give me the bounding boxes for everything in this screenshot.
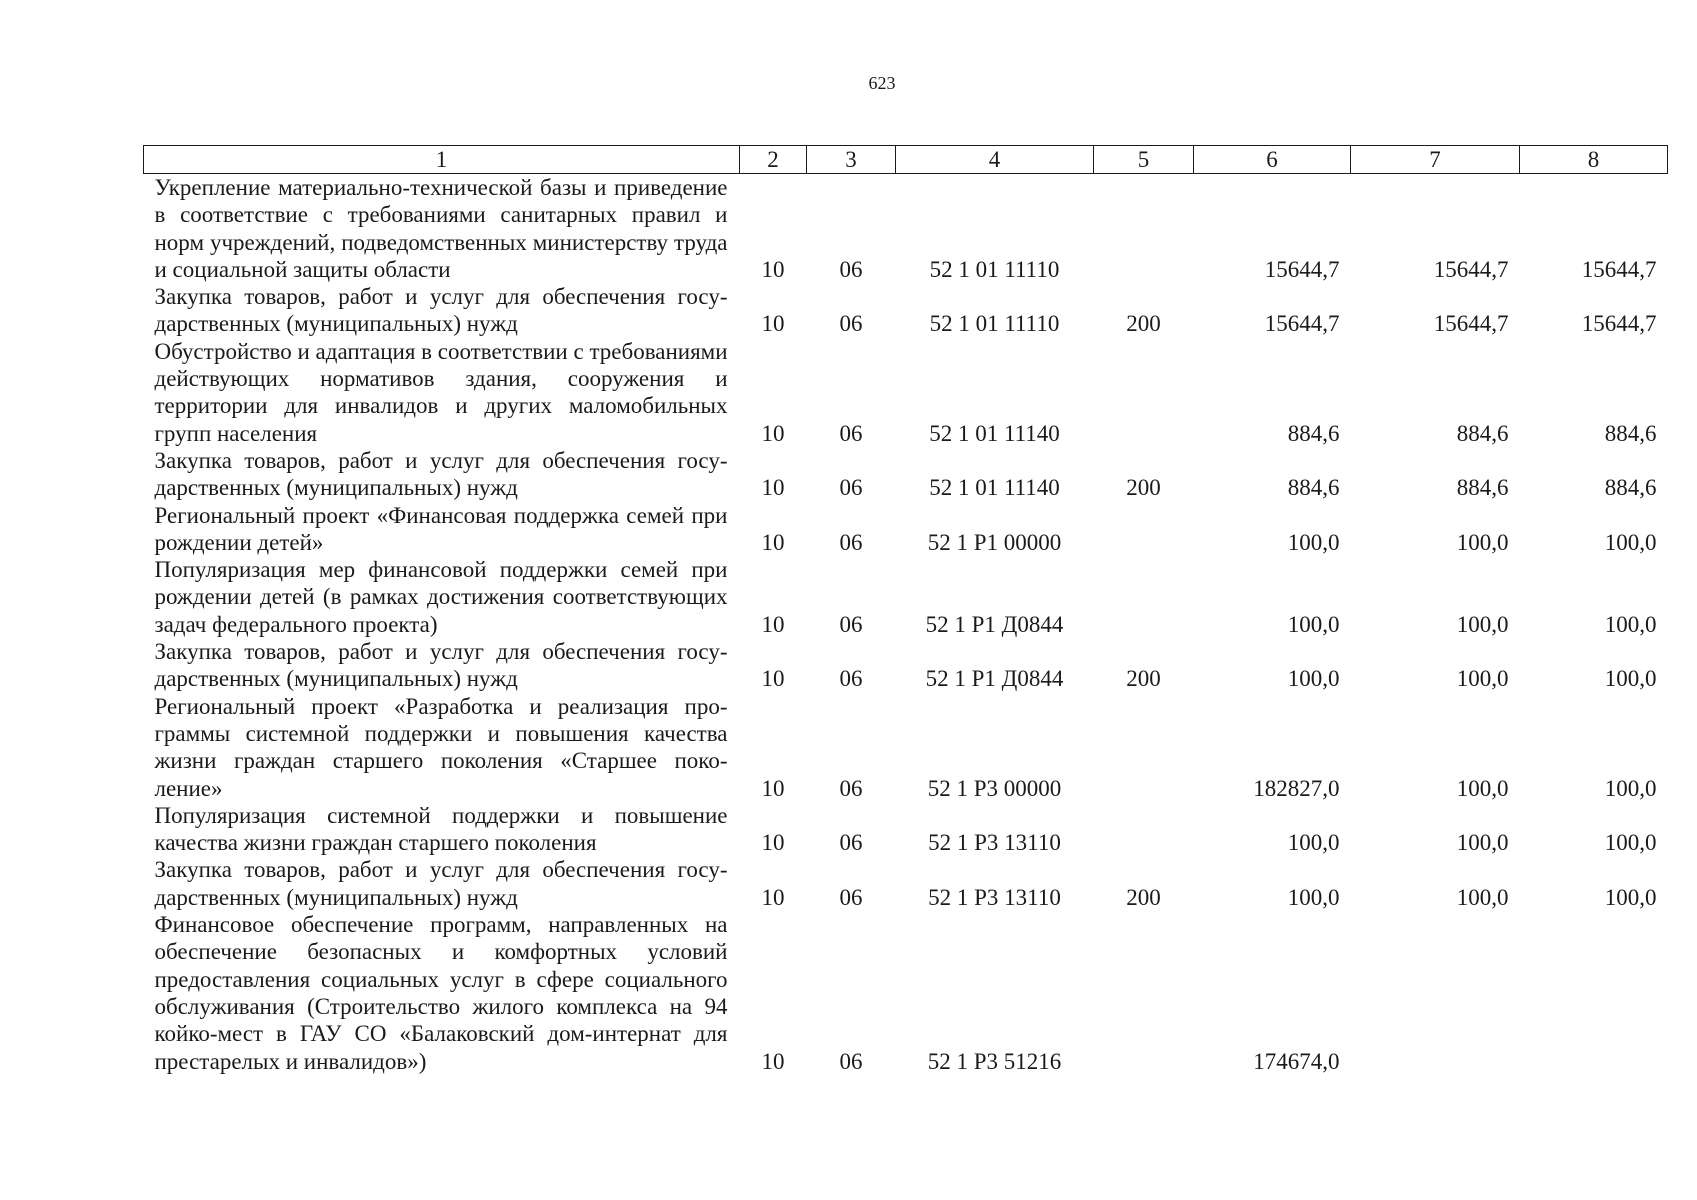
row-sum-year-3: 15644,7 [1581,311,1657,337]
row-target-code: 52 1 P3 51216 [927,1048,1062,1074]
row-subsection: 06 [839,529,863,555]
row-sum-year-1: 100,0 [1287,529,1340,555]
row-expense-type: 200 [1126,311,1161,337]
row-section: 10 [761,1048,785,1074]
column-header-5: 5 [1094,146,1194,174]
row-name: Финансовое обеспечение программ, направленных на обеспечение безопасных и комфортных условий предоставления социальных услуг в сфере социального обслуживания (Строительство жилого комплекса на 94 койко-мест в ГАУ СО «Балаковский дом-интернат для престарелых и инвалидов») [154,912,728,1074]
table-row [144,693,1668,802]
row-sum-year-2: 100,0 [1456,611,1509,637]
row-subsection: 06 [839,420,863,446]
row-expense-type [1094,802,1194,857]
row-target-code: 52 1 P1 Д0844 [925,611,1064,637]
budget-table [143,145,1668,1075]
table-row [144,802,1668,857]
row-subsection: 06 [839,611,863,637]
row-sum-year-1: 100,0 [1287,611,1340,637]
row-sum-year-1: 100,0 [1287,666,1340,692]
row-sum-year-2: 100,0 [1456,884,1509,910]
page-number: 623 [868,73,896,93]
table-row [144,638,1668,693]
row-target-code: 52 1 01 11110 [929,311,1060,337]
row-subsection: 06 [839,884,863,910]
column-header-1: 1 [144,146,740,174]
table-row [144,911,1668,1075]
row-target-code: 52 1 01 11140 [929,420,1060,446]
row-sum-year-3: 100,0 [1604,830,1657,856]
row-sum-year-2: 884,6 [1456,420,1509,446]
table-header [144,146,1668,174]
table-row [144,556,1668,638]
row-name: Популяризация мер финансовой поддержки семей при рождении детей (в рамках достижения соответствующих задач федерального проекта) [154,557,728,637]
row-sum-year-2: 15644,7 [1433,311,1509,337]
row-subsection: 06 [839,311,863,337]
row-sum-year-3: 100,0 [1604,611,1657,637]
row-target-code: 52 1 P3 00000 [927,775,1062,801]
row-section: 10 [761,420,785,446]
row-section: 10 [761,611,785,637]
row-section: 10 [761,256,785,282]
row-expense-type [1094,556,1194,638]
row-sum-year-3 [1520,911,1668,1075]
row-target-code: 52 1 P1 00000 [927,529,1062,555]
column-header-8: 8 [1520,146,1668,174]
row-sum-year-1: 100,0 [1287,884,1340,910]
row-expense-type: 200 [1126,884,1161,910]
row-sum-year-1: 182827,0 [1253,775,1340,801]
table-body [144,174,1668,1075]
row-name: Региональный проект «Разработка и реализация программы системной поддержки и повышения качества жизни граждан старшего поколения «Старшее поколение» [154,693,728,801]
row-sum-year-3: 15644,7 [1581,256,1657,282]
row-section: 10 [761,529,785,555]
row-sum-year-2: 100,0 [1456,529,1509,555]
table-row [144,338,1668,447]
row-sum-year-2 [1351,911,1520,1075]
row-target-code: 52 1 P3 13110 [928,884,1061,910]
row-section: 10 [761,311,785,337]
row-subsection: 06 [839,775,863,801]
row-expense-type [1094,174,1194,284]
row-name: Закупка товаров, работ и услуг для обеспечения государственных (муниципальных) нужд [154,857,728,910]
row-name: Закупка товаров, работ и услуг для обеспечения государственных (муниципальных) нужд [154,447,728,501]
row-sum-year-3: 100,0 [1604,884,1657,910]
row-section: 10 [761,666,785,692]
row-sum-year-2: 100,0 [1456,830,1509,856]
row-sum-year-1: 100,0 [1287,830,1340,856]
row-subsection: 06 [839,830,863,856]
table-row [144,447,1668,502]
row-target-code: 52 1 01 11140 [929,475,1060,501]
table-row [144,283,1668,338]
row-name: Обустройство и адаптация в соответствии с требованиями действующих нормативов здания, сооружения и территории для инвалидов и других маломобильных групп населения [154,338,728,446]
row-section: 10 [761,884,785,910]
row-section: 10 [761,475,785,501]
row-sum-year-2: 100,0 [1456,775,1509,801]
row-expense-type: 200 [1126,666,1161,692]
row-name: Укрепление материально-технической базы и приведение в соответствие с требованиями санитарных правил и норм учреждений, подведомственных министерству труда и социальной защиты области [154,175,728,282]
row-expense-type: 200 [1126,475,1161,501]
row-sum-year-2: 15644,7 [1433,256,1509,282]
row-sum-year-3: 100,0 [1604,775,1657,801]
row-sum-year-3: 100,0 [1604,666,1657,692]
row-sum-year-1: 884,6 [1287,475,1340,501]
row-target-code: 52 1 01 11110 [929,256,1060,282]
row-expense-type [1094,693,1194,802]
column-header-6: 6 [1194,146,1351,174]
row-sum-year-1: 15644,7 [1264,311,1340,337]
row-sum-year-1: 174674,0 [1253,1048,1340,1074]
header-row [144,146,1668,174]
row-name: Закупка товаров, работ и услуг для обеспечения государственных (муниципальных) нужд [154,284,728,337]
row-section: 10 [761,775,785,801]
row-name: Популяризация системной поддержки и повышение качества жизни граждан старшего поколения [154,802,728,856]
row-subsection: 06 [839,666,863,692]
column-header-7: 7 [1351,146,1520,174]
row-expense-type [1094,911,1194,1075]
row-target-code: 52 1 P1 Д0844 [925,666,1064,692]
column-header-3: 3 [807,146,896,174]
row-name: Закупка товаров, работ и услуг для обеспечения государственных (муниципальных) нужд [154,639,728,692]
row-subsection: 06 [839,1048,863,1074]
row-target-code: 52 1 P3 13110 [928,830,1061,856]
row-subsection: 06 [839,475,863,501]
row-sum-year-2: 884,6 [1456,475,1509,501]
row-expense-type [1094,502,1194,557]
row-expense-type [1094,338,1194,447]
column-header-4: 4 [896,146,1094,174]
table-row [144,174,1668,284]
row-sum-year-1: 15644,7 [1264,256,1340,282]
row-subsection: 06 [839,256,863,282]
column-header-2: 2 [740,146,807,174]
row-name: Региональный проект «Финансовая поддержка семей при рождении детей» [154,502,728,555]
table-row [144,502,1668,557]
row-sum-year-3: 884,6 [1604,420,1657,446]
row-sum-year-3: 884,6 [1604,475,1657,501]
table-row [144,856,1668,911]
row-sum-year-1: 884,6 [1287,420,1340,446]
row-section: 10 [761,830,785,856]
row-sum-year-2: 100,0 [1456,666,1509,692]
row-sum-year-3: 100,0 [1604,529,1657,555]
